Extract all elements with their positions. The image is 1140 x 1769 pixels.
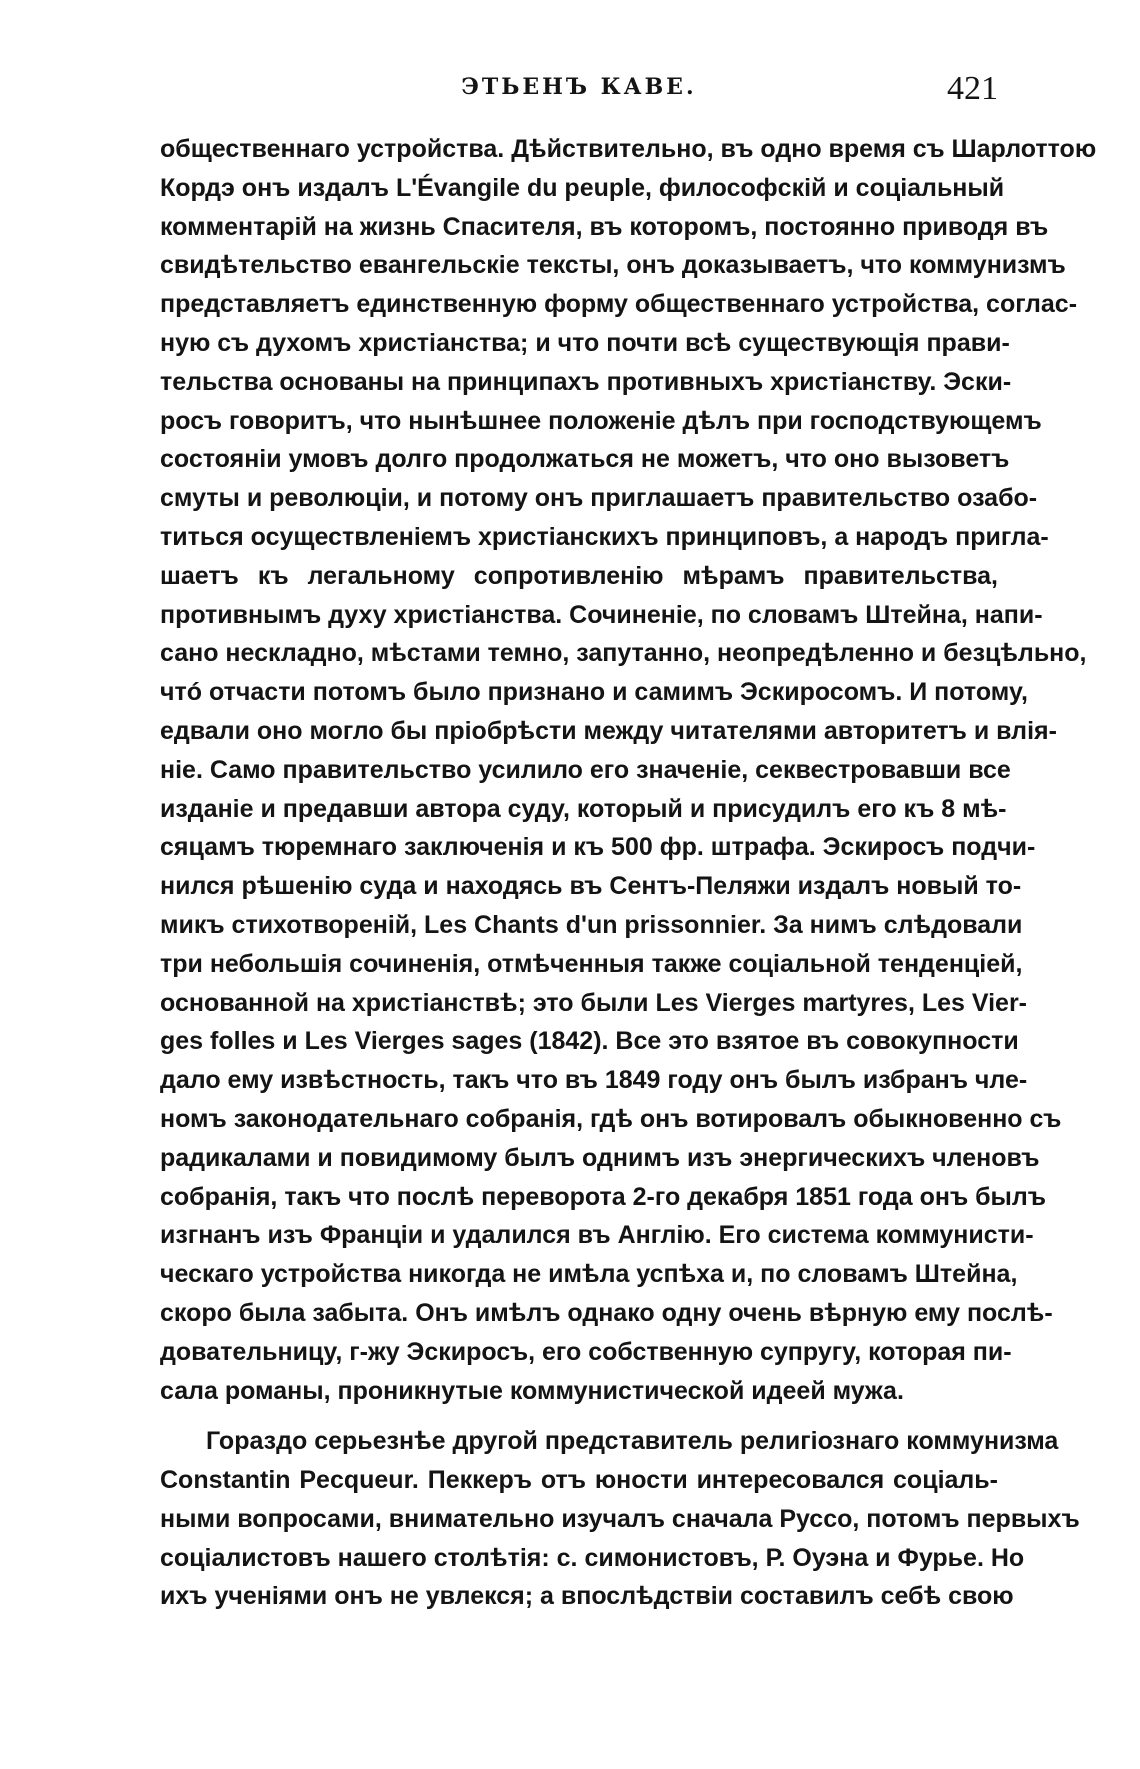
text-line: дало ему извѣстность, такъ что въ 1849 году онъ былъ избранъ чле- [160, 1066, 1028, 1095]
text-line: нился рѣшенію суда и находясь въ Сентъ-Пеляжи издалъ новый то- [160, 872, 1022, 901]
text-line: довательницу, г-жу Эскиросъ, его собственную супругу, которая пи- [160, 1337, 1012, 1366]
text-line: общественнаго устройства. Дѣйствительно, въ одно время съ Шарлоттою [160, 135, 1097, 163]
text-line: ихъ ученіями онъ не увлекся; а впослѣдствіи составилъ себѣ свою [160, 1582, 1014, 1611]
text-line: ges folles и Les Vierges sages (1842). Все это взятое въ совокупности [160, 1027, 1019, 1056]
text-line: радикалами и повидимому былъ однимъ изъ энергическихъ членовъ [160, 1143, 1040, 1172]
paragraph-1 [160, 130, 1097, 1410]
running-title: ЭТЬЕНЪ КАВЕ. [461, 74, 697, 100]
text-line: изданіе и предавши автора суду, который и присудилъ его къ 8 мѣ- [160, 794, 1007, 823]
text-line: чтó отчасти потомъ было признано и самимъ Эскиросомъ. И потому, [160, 678, 1028, 707]
text-line: микъ стихотвореній, Les Chants d'un prissonnier. За нимъ слѣдовали [160, 910, 1023, 939]
text-line: противнымъ духу христіанства. Сочиненіе, по словамъ Штейна, напи- [160, 600, 1043, 629]
text-line: свидѣтельство евангельскіе тексты, онъ доказываетъ, что коммунизмъ [160, 251, 1066, 280]
text-line: ными вопросами, внимательно изучалъ сначала Руссо, потомъ первыхъ [160, 1504, 1080, 1533]
text-line: представляетъ единственную форму общественнаго устройства, соглас- [160, 290, 1078, 319]
text-line: собранія, такъ что послѣ переворота 2-го декабря 1851 года онъ былъ [160, 1182, 1047, 1211]
page-number: 421 [947, 70, 998, 107]
text-line: три небольшія сочиненія, отмѣченныя также соціальной тенденціей, [160, 949, 1023, 978]
text-line: изгнанъ изъ Франціи и удалился въ Англію. Его система коммунисти- [160, 1221, 1034, 1250]
text-line: номъ законодательнаго собранія, гдѣ онъ вотировалъ обыкновенно съ [160, 1104, 1062, 1133]
text-line: ную съ духомъ христіанства; и что почти всѣ существующія прави- [160, 328, 1010, 357]
text-line: росъ говоритъ, что нынѣшнее положеніе дѣлъ при господствующемъ [160, 406, 1042, 435]
running-head [160, 70, 998, 110]
text-line: шаетъ къ легальному сопротивленію мѣрамъ правительства, [160, 561, 998, 590]
text-line: Constantin Pecqueur. Пеккеръ отъ юности интересовался соціаль- [160, 1466, 998, 1495]
text-line: состояніи умовъ долго продолжаться не можетъ, что оно вызоветъ [160, 445, 1010, 474]
text-line: основанной на христіанствѣ; это были Les Vierges martyres, Les Vier- [160, 988, 1028, 1017]
text-line: ніе. Само правительство усилило его значеніе, секвестровавши все [160, 755, 1011, 784]
text-line: сано нескладно, мѣстами темно, запутанно, неопредѣленно и безцѣльно, [160, 639, 1087, 668]
text-line: скоро была забыта. Онъ имѣлъ однако одну очень вѣрную ему послѣ- [160, 1298, 1053, 1327]
text-line: тельства основаны на принципахъ противныхъ христіанству. Эски- [160, 367, 1012, 396]
text-line: смуты и революціи, и потому онъ приглашаетъ правительство озабо- [160, 484, 1038, 513]
paragraph-2 [160, 1422, 1080, 1616]
text-line: соціалистовъ нашего столѣтія: с. симонистовъ, Р. Оуэна и Фурье. Но [160, 1543, 1025, 1572]
text-line: титься осуществленіемъ христіанскихъ принциповъ, а народъ пригла- [160, 522, 1049, 551]
paragraph-gap [160, 1410, 998, 1422]
text-line: сала романы, проникнутые коммунистической идеей мужа. [160, 1376, 904, 1405]
text-line: комментарій на жизнь Спасителя, въ которомъ, постоянно приводя въ [160, 212, 1049, 241]
text-line: сяцамъ тюремнаго заключенія и къ 500 фр. штрафа. Эскиросъ подчи- [160, 833, 1036, 862]
text-line: Гораздо серьезнѣе другой представитель религіознаго коммунизма [206, 1427, 1059, 1456]
body-text [160, 130, 1097, 1616]
text-line: ческаго устройства никогда не имѣла успѣха и, по словамъ Штейна, [160, 1260, 1018, 1289]
text-line: Кордэ онъ издалъ L'Évangile du peuple, философскій и соціальный [160, 173, 1005, 202]
text-line: едвали оно могло бы пріобрѣсти между читателями авторитетъ и влія- [160, 716, 1057, 745]
